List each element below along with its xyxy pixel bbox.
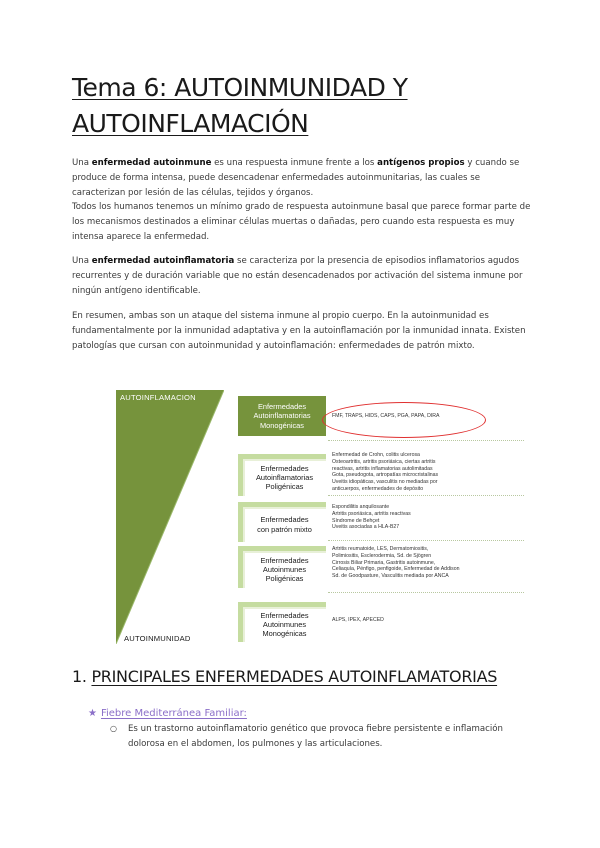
box-patron-mixto: Enfermedades con patrón mixto [238,502,326,542]
text: Todos los humanos tenemos un mínimo grado de respuesta autoinmune basal que parece formar parte de los mecanismos destinados a eliminar células muertas o dañadas, pero cuando esta respuesta es muy intensa aparece la enfermedad. [72,202,531,242]
hollow-circle-bullet-icon: ○ [110,724,117,733]
autoinmunidad-label: AUTOINMUNIDAD [124,634,191,643]
bold-term: antígenos propios [377,158,465,168]
text: Una [72,256,92,266]
autoinflamacion-label: AUTOINFLAMACION [120,393,196,402]
desc-autoinmunes-monogenicas: ALPS, IPEX, APECED [332,617,384,623]
box-autoinflamatorias-monogenicas: Enfermedades Autoinflamatorias Monogénicas [238,396,326,436]
star-icon: ★ [88,708,97,719]
box-autoinmunes-monogenicas: Enfermedades Autoinmunes Monogénicas [238,602,326,642]
page-title: Tema 6: AUTOINMUNIDAD Y AUTOINFLAMACIÓN [72,73,408,138]
section-title: PRINCIPALES ENFERMEDADES AUTOINFLAMATORIAS [91,667,498,686]
text: es una respuesta inmune frente a los [211,158,378,168]
bullet-label: Fiebre Mediterránea Familiar: [100,708,247,719]
section-number: 1. [72,667,92,686]
box-autoinflamatorias-poligenicas: Enfermedades Autoinflamatorias Poligénicas [238,454,326,496]
paragraph-autoinflamatoria [72,254,532,298]
paragraph-resumen: En resumen, ambas son un ataque del sistema inmune al propio cuerpo. En la autoinmunidad es fundamentalmente por la inmunidad adaptativa y en la autoinflamación por la inmunidad innata. Existen patologías que cursan con autoinmunidad y autoinflamación: enfermedades de patrón mixto. [72,311,526,351]
sub-item-text: Es un trastorno autoinflamatorio genético que provoca fiebre persistente e inflamación dolorosa en el abdomen, los pulmones y las articulaciones. [128,724,503,749]
highlight-ellipse [322,402,486,438]
sub-list-item [110,722,508,752]
desc-autoinmunes-poligenicas: Artritis reumatoide, LES, Dermatomiositis, Polimiositis, Esclerodermia, Sd. de Sjögren Cirrosis Biliar Primaria, Gastritis autoinmune, Celiaquía, Pénfigo, penfigoide, Enfermedad de Addison Sd. de Goodpasture, Vasculitis mediada por ANCA [332,546,460,580]
spectrum-figure [102,380,526,652]
divider [328,495,524,496]
text: y cuando se produce de forma intensa, puede desencadenar enfermedades autoinmunitarias, las cuales se caracterizan por lesión de las células, tejidos y órganos. [72,158,520,198]
box-autoinmunes-poligenicas: Enfermedades Autoinmunes Poligénicas [238,546,326,588]
desc-autoinflamatorias-poligenicas: Enfermedad de Crohn, colitis ulcerosa Osteoartritis, artritis psoriásica, ciertas artritis reactivas, artritis inflamatorias autolimitadas Gota, pseudogota, artropatías microcristalinas Uveitis idiopáticas, vasculitis no mediadas por anticuerpos, enfermedades de depósito [332,452,439,492]
desc-autoinflamatorias-monogenicas: FMF, TRAPS, HIDS, CAPS, PGA, PAPA, DIRA [332,413,440,419]
divider [328,592,524,593]
text: Una [72,158,92,168]
bullet-fiebre-mediterranea [88,707,247,721]
divider [328,440,524,441]
section-heading [72,666,497,688]
desc-patron-mixto: Espondilitis anquilosante Artritis psoriásica, artritis reactivas Síndrome de Behçet Uveitis asociadas a HLA-B27 [332,504,411,531]
paragraph-autoinmune [72,156,532,245]
divider [328,540,524,541]
spectrum-triangle [116,390,224,644]
bold-term: enfermedad autoinmune [91,158,212,168]
bold-term: enfermedad autoinflamatoria [91,256,235,266]
text: se caracteriza por la presencia de episodios inflamatorios agudos recurrentes y de duración variable que no están desencadenados por activación del sistema inmune por ningún antígeno identificable. [72,256,523,296]
